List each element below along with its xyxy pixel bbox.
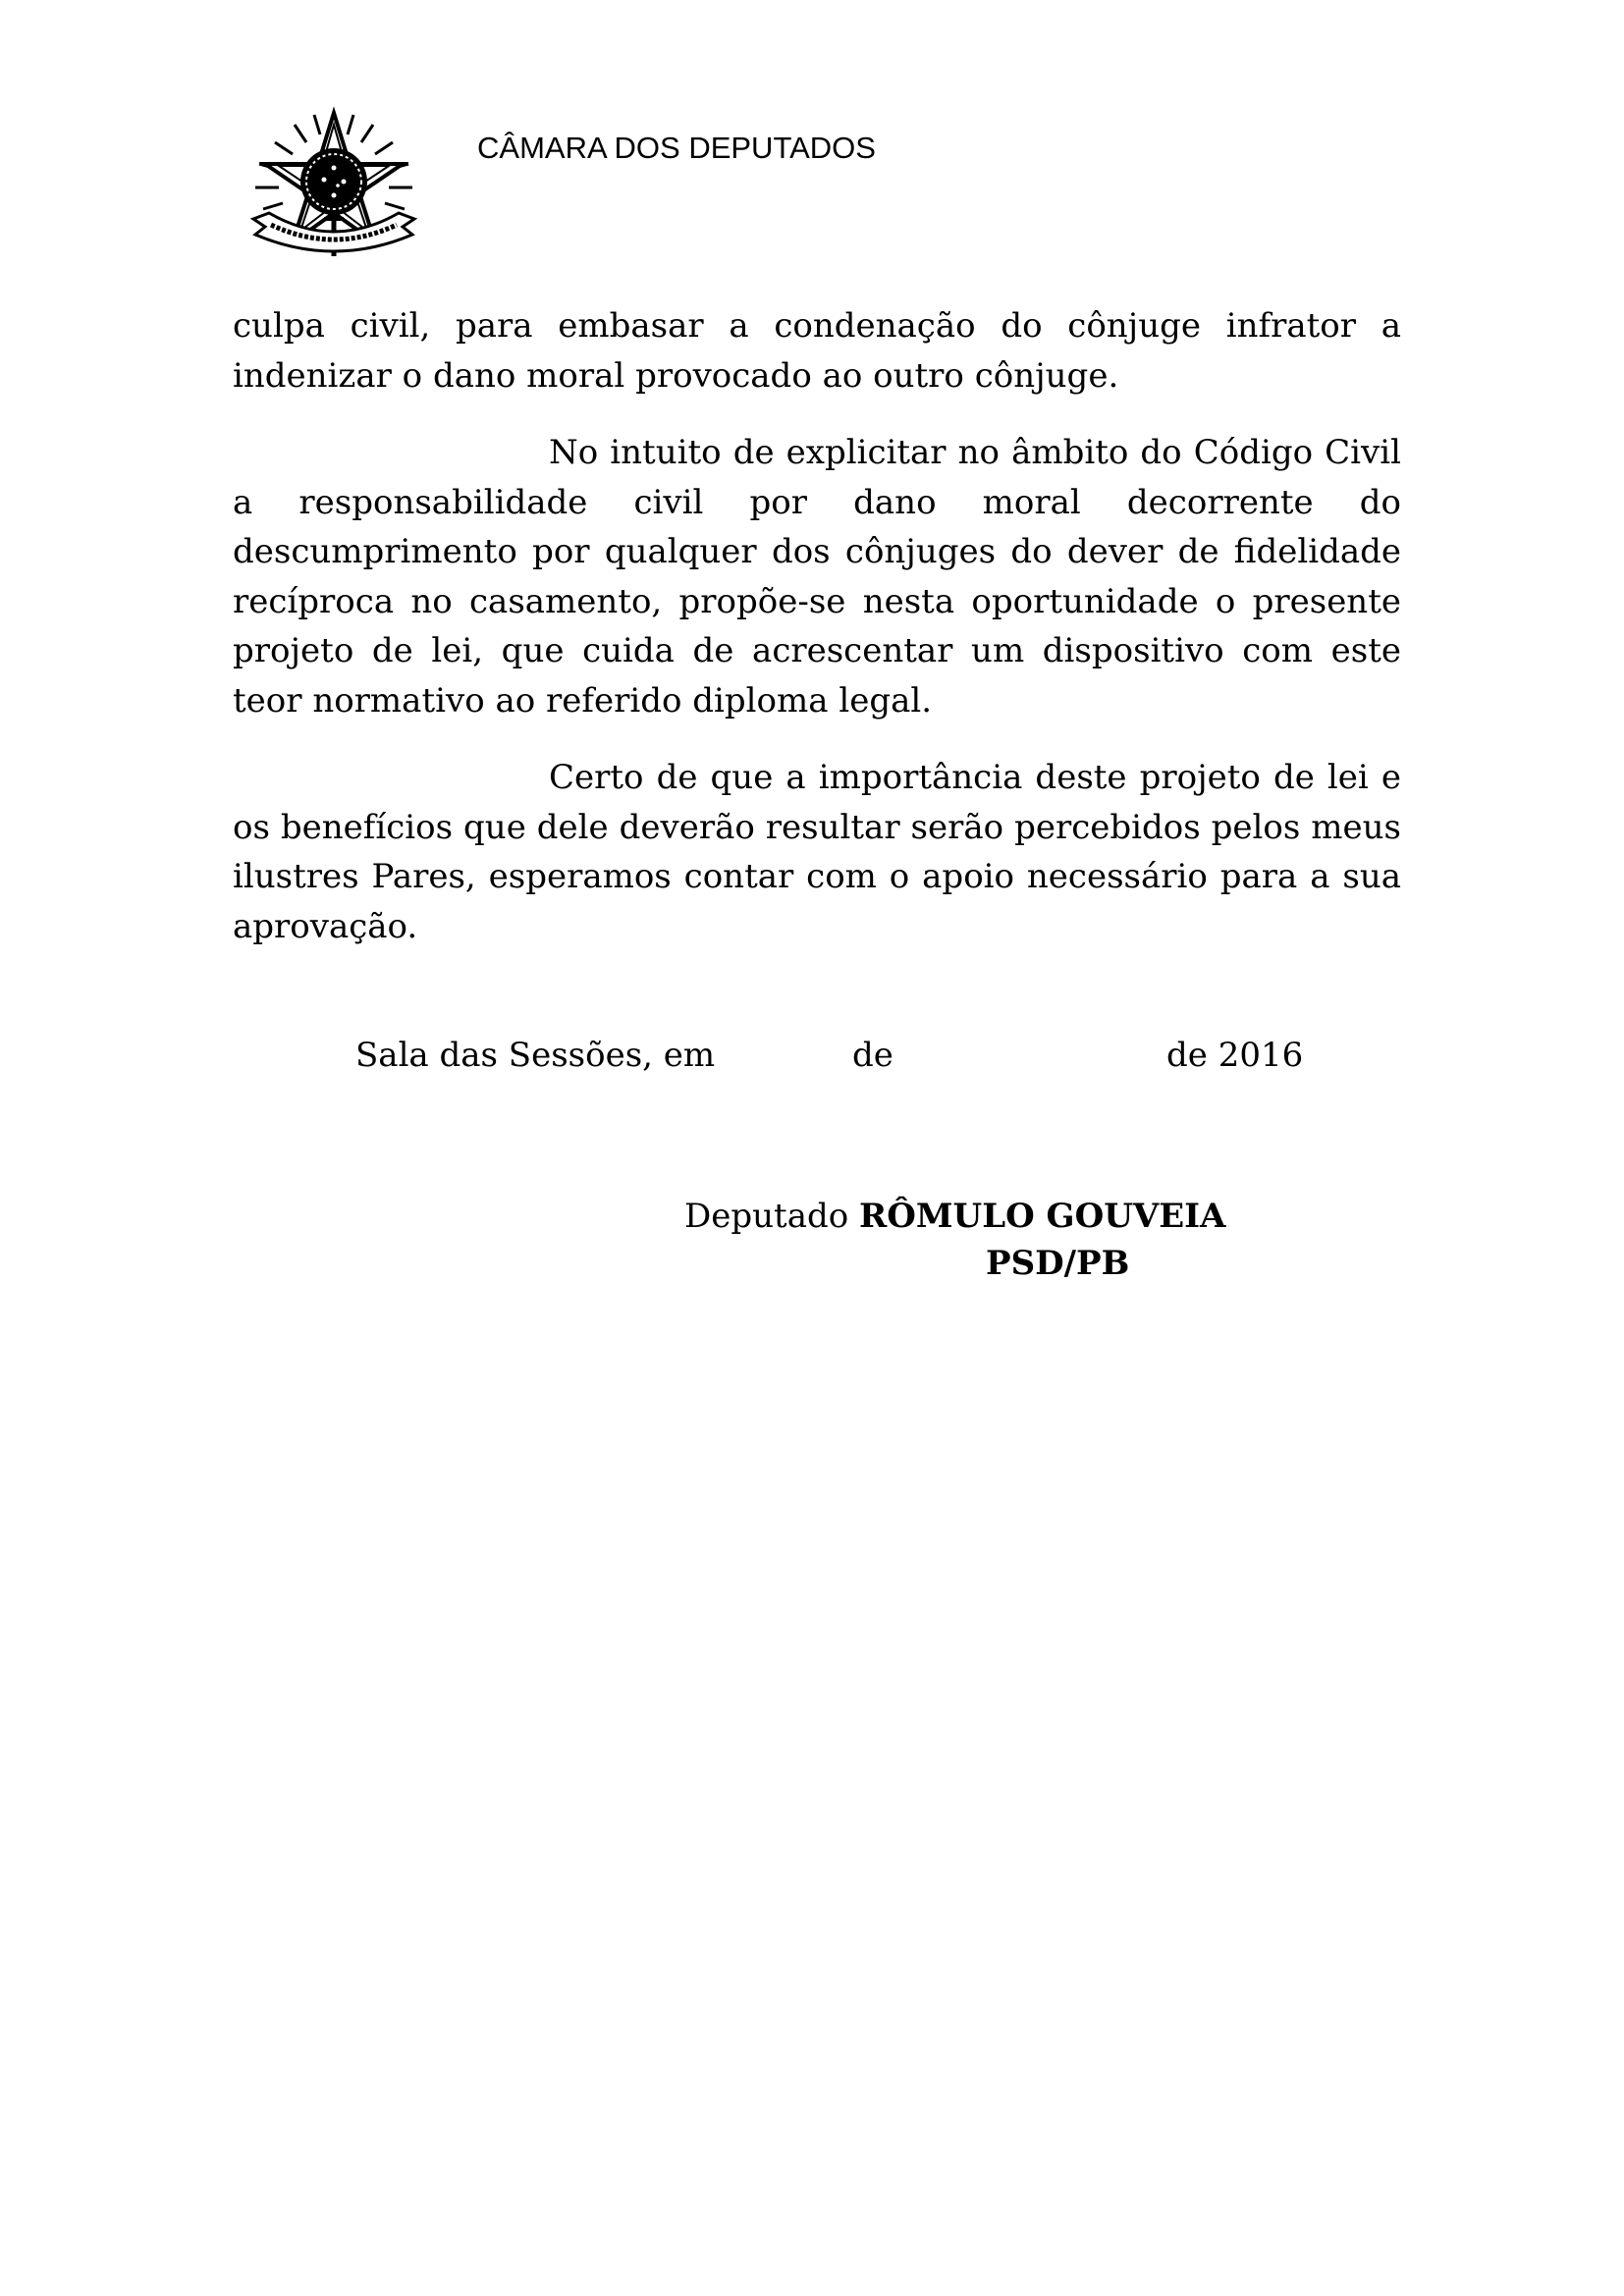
document-header [245,103,1424,270]
signature-title: Deputado [684,1197,860,1236]
paragraph-purpose: No intuito de explicitar no âmbito do Código Civil a responsabilidade civil por dano moral decorrente do descumprimento por qualquer dos cônjuges do dever de fidelidade recíproca no casamento, propõe-se nesta oportunidade o presente projeto de lei, que cuida de acrescentar um dispositivo com este teor normativo ao referido diploma legal. [233,433,1401,721]
signature-block [684,1193,1372,1283]
signature-name: RÔMULO GOUVEIA [859,1197,1226,1236]
signature-party: PSD/PB [986,1244,1130,1283]
date-connector: de [852,1036,893,1075]
paragraph-continuation: culpa civil, para embasar a condenação do cônjuge infrator a indenizar o dano moral provocado ao outro cônjuge. [233,306,1401,396]
paragraph-conclusion: Certo de que a importância deste projeto de lei e os benefícios que dele deverão resultar serão percebidos pelos meus ilustres Pares, esperamos contar com o apoio necessário para a sua aprovação. [233,758,1401,946]
document-body [233,301,1401,979]
session-place: Sala das Sessões, em [355,1036,716,1075]
institution-name: CÂMARA DOS DEPUTADOS [477,131,876,165]
brazil-coat-of-arms-icon [245,103,422,260]
date-year: de 2016 [1166,1036,1304,1075]
